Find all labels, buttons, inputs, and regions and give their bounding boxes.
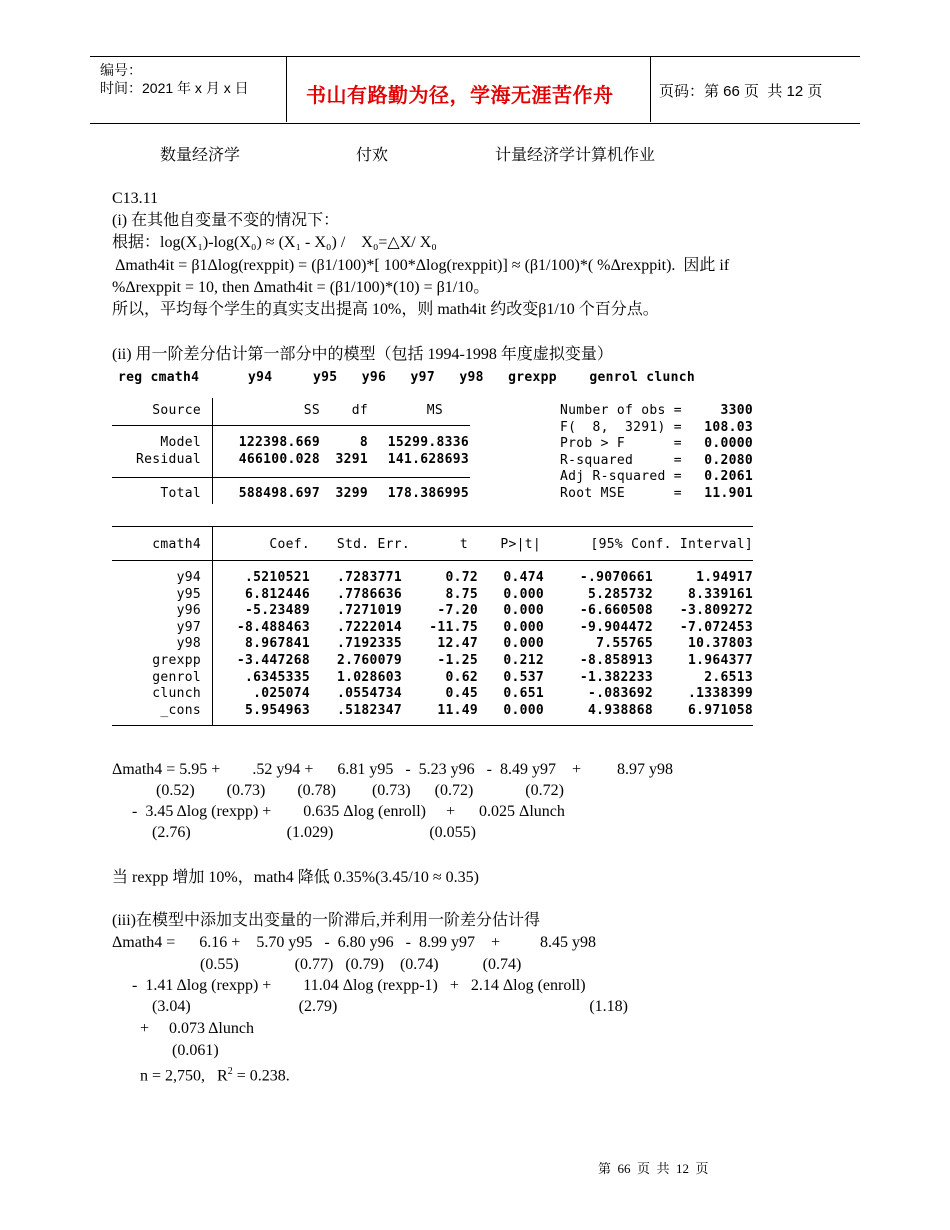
- coef-row-cell: 0.651: [503, 686, 544, 702]
- coef-row-cell: 0.72: [445, 570, 478, 585]
- log-approx-line: 根据：log(X₁)-log(X₀) ≈ (X₁ - X₀) / X₀=△X/ X₀: [112, 234, 437, 251]
- coef-row-cell: 0.212: [503, 653, 544, 668]
- coef-row-cell: -8.488463: [236, 619, 310, 635]
- coef-header-cell: Coef.: [269, 537, 310, 552]
- exercise-number: C13.11: [112, 190, 159, 207]
- coef-row-cell: .0554734: [336, 686, 402, 702]
- coef-header-cell: cmath4: [152, 537, 201, 552]
- table-column-separator: [212, 526, 213, 726]
- stats-label: Adj R-squared =: [560, 469, 682, 484]
- coef-row-cell: -7.20: [437, 603, 478, 619]
- anova-rule: [112, 477, 470, 478]
- anova-row-cell: 3299: [335, 486, 368, 501]
- coef-row-cell: -1.382233: [579, 669, 653, 685]
- coef-row-cell: .7222014: [336, 619, 402, 635]
- coef-row-cell: 0.000: [503, 619, 544, 635]
- coef-rule: [112, 526, 753, 527]
- derivation-line: %Δrexppit = 10, then Δmath4it = (β1/100)*(10) = β1/10。: [112, 279, 490, 296]
- coef-row-cell: .7786636: [336, 586, 402, 602]
- std-error-line: (2.76) (1.029) (0.055): [112, 824, 476, 841]
- coef-row-cell: -.9070661: [579, 570, 653, 585]
- coef-row-cell: 0.000: [503, 603, 544, 619]
- coef-row-cell: _cons: [160, 702, 201, 718]
- coef-header-cell: P>|t|: [500, 537, 541, 552]
- coef-row-cell: 5.954963: [244, 702, 310, 718]
- coef-row-cell: y97: [176, 619, 201, 635]
- coef-row-cell: 1.028603: [336, 669, 402, 685]
- title-name: 付欢: [356, 147, 389, 164]
- header-divider: [286, 56, 287, 122]
- coef-row-cell: y98: [176, 636, 201, 652]
- coef-row-cell: 7.55765: [596, 636, 653, 652]
- coef-row-cell: 12.47: [437, 636, 478, 652]
- coef-row-cell: 0.000: [503, 702, 544, 718]
- std-error-line: (0.52) (0.73) (0.78) (0.73) (0.72) (0.72): [112, 782, 564, 799]
- std-error-line: (0.55) (0.77) (0.79) (0.74) (0.74): [112, 956, 522, 973]
- part-ii-title: (ii) 用一阶差分估计第一部分中的模型（包括 1994-1998 年度虚拟变量）: [112, 346, 613, 363]
- coef-row-cell: genrol: [152, 669, 201, 685]
- coef-row-cell: .7271019: [336, 603, 402, 619]
- r-squared-exponent: 2: [227, 1066, 233, 1077]
- stats-value: 0.0000: [704, 436, 753, 451]
- anova-row-cell: 141.628693: [387, 452, 469, 467]
- part-i-title: (i) 在其他自变量不变的情况下：: [112, 212, 340, 229]
- coef-header-cell: t: [459, 537, 468, 552]
- anova-row-cell: 588498.697: [238, 486, 320, 501]
- coef-row-cell: 10.37803: [687, 636, 753, 652]
- sample-stats: [140, 1062, 290, 1086]
- derivation-line: Δmath4it = β1Δlog(rexppit) = (β1/100)*[ 100*Δlog(rexppit)] ≈ (β1/100)*( %Δrexppit). 因此 if: [112, 257, 730, 274]
- anova-row-cell: 178.386995: [387, 486, 469, 501]
- stats-value: 108.03: [704, 420, 753, 435]
- coef-rule: [112, 560, 753, 561]
- coef-row-cell: y96: [176, 603, 201, 619]
- coef-header-cell: Std. Err.: [336, 537, 410, 552]
- r-squared-value: = 0.238.: [232, 1067, 290, 1085]
- anova-row-cell: 8: [359, 435, 368, 450]
- coef-row-cell: -3.809272: [679, 603, 753, 619]
- page-footer: 第 66 页 共 12 页: [598, 1161, 709, 1176]
- coef-row-cell: -5.23489: [244, 603, 310, 619]
- coef-header-cell: [95% Conf. Interval]: [590, 537, 753, 552]
- stats-value: 3300: [720, 403, 753, 418]
- equation-line: Δmath4 = 6.16 + 5.70 y95 - 6.80 y96 - 8.99 y97 + 8.45 y98: [112, 934, 597, 951]
- coef-rule: [112, 725, 753, 726]
- header-motto: 书山有路勤为径，学海无涯苦作舟: [306, 85, 614, 107]
- coef-row-cell: -.083692: [587, 686, 653, 702]
- part-iii-title: (iii)在模型中添加支出变量的一阶滞后,并利用一阶差分估计得: [112, 912, 540, 929]
- coef-row-cell: 0.474: [503, 570, 544, 585]
- anova-header-cell: SS: [303, 403, 320, 418]
- anova-header-cell: df: [351, 403, 368, 418]
- anova-header-cell: MS: [426, 403, 443, 418]
- coef-row-cell: -9.904472: [579, 619, 653, 635]
- coef-row-cell: 8.339161: [687, 586, 753, 602]
- equation-line: - 3.45 Δlog (rexpp) + 0.635 Δlog (enroll) + 0.025 Δlunch: [112, 803, 565, 820]
- std-error-line: (0.061): [112, 1042, 219, 1059]
- stats-value: 0.2080: [704, 453, 753, 468]
- coef-row-cell: -3.447268: [236, 653, 310, 668]
- coef-row-cell: 0.45: [445, 686, 478, 702]
- coef-row-cell: 0.000: [503, 636, 544, 652]
- coef-row-cell: grexpp: [152, 653, 201, 668]
- coef-row-cell: -1.25: [437, 653, 478, 668]
- stats-label: Root MSE =: [560, 486, 682, 501]
- conclusion-line: 所以，平均每个学生的真实支出提高 10%，则 math4it 约改变β1/10 个百分点。: [112, 301, 659, 318]
- coef-row-cell: y95: [176, 586, 201, 602]
- header-time: 时间：2021 年 x 月 x 日: [100, 80, 249, 96]
- anova-rule: [112, 425, 470, 426]
- equation-line: + 0.073 Δlunch: [112, 1020, 254, 1037]
- stats-label: Prob > F =: [560, 436, 682, 451]
- table-column-separator: [212, 398, 213, 504]
- coef-row-cell: -8.858913: [579, 653, 653, 668]
- stats-label: R-squared =: [560, 453, 682, 468]
- coef-row-cell: y94: [176, 570, 201, 585]
- coef-row-cell: .5210521: [244, 570, 310, 585]
- header-divider: [650, 56, 651, 122]
- coef-row-cell: 0.62: [445, 669, 478, 685]
- coef-row-cell: 2.760079: [336, 653, 402, 668]
- equation-line: Δmath4 = 5.95 + .52 y94 + 6.81 y95 - 5.23 y96 - 8.49 y97 + 8.97 y98: [112, 761, 674, 778]
- coef-row-cell: 1.964377: [687, 653, 753, 668]
- coef-row-cell: -6.660508: [579, 603, 653, 619]
- anova-row-cell: 466100.028: [238, 452, 320, 467]
- coef-row-cell: 4.938868: [587, 702, 653, 718]
- coef-row-cell: 0.000: [503, 586, 544, 602]
- stata-command: reg cmath4 y94 y95 y96 y97 y98 grexpp genrol clunch: [118, 370, 695, 385]
- stats-label: Number of obs =: [560, 403, 682, 418]
- coef-row-cell: 8.75: [445, 586, 478, 602]
- title-major: 数量经济学: [160, 147, 241, 164]
- equation-line: - 1.41 Δlog (rexpp) + 11.04 Δlog (rexpp-1) + 2.14 Δlog (enroll): [112, 977, 586, 994]
- stats-value: 11.901: [704, 486, 753, 501]
- coef-row-cell: -7.072453: [679, 619, 753, 635]
- header-number: 编号：: [100, 62, 142, 78]
- coef-row-cell: 6.971058: [687, 702, 753, 718]
- anova-row-cell: Residual: [135, 452, 201, 467]
- coef-row-cell: 2.6513: [704, 669, 753, 685]
- anova-row-cell: 15299.8336: [387, 435, 469, 450]
- coef-row-cell: clunch: [152, 686, 201, 702]
- coef-row-cell: .5182347: [336, 702, 402, 718]
- title-subject: 计量经济学计算机作业: [495, 147, 656, 164]
- std-error-line: (3.04) (2.79) (1.18): [112, 998, 628, 1015]
- coef-row-cell: -11.75: [429, 619, 478, 635]
- coef-row-cell: .7283771: [336, 570, 402, 585]
- coef-row-cell: .025074: [253, 686, 310, 702]
- anova-row-cell: 122398.669: [238, 435, 320, 450]
- anova-row-cell: 3291: [335, 452, 368, 467]
- coef-row-cell: 6.812446: [244, 586, 310, 602]
- anova-row-cell: Total: [160, 486, 201, 501]
- stats-label: F( 8, 3291) =: [560, 420, 682, 435]
- coef-row-cell: .6345335: [244, 669, 310, 685]
- coef-row-cell: .1338399: [687, 686, 753, 702]
- coef-row-cell: .7192335: [336, 636, 402, 652]
- interpretation-note: 当 rexpp 增加 10%，math4 降低 0.35%(3.45/10 ≈ 0.35): [112, 869, 479, 886]
- coef-row-cell: 11.49: [437, 702, 478, 718]
- coef-row-cell: 0.537: [503, 669, 544, 685]
- header-page: 页码：第 66 页 共 12 页: [659, 83, 823, 100]
- coef-row-cell: 1.94917: [696, 570, 753, 585]
- stats-value: 0.2061: [704, 469, 753, 484]
- anova-row-cell: Model: [160, 435, 201, 450]
- anova-header-cell: Source: [152, 403, 201, 418]
- coef-row-cell: 8.967841: [244, 636, 310, 652]
- coef-row-cell: 5.285732: [587, 586, 653, 602]
- sample-size: n = 2,750, R: [140, 1067, 228, 1085]
